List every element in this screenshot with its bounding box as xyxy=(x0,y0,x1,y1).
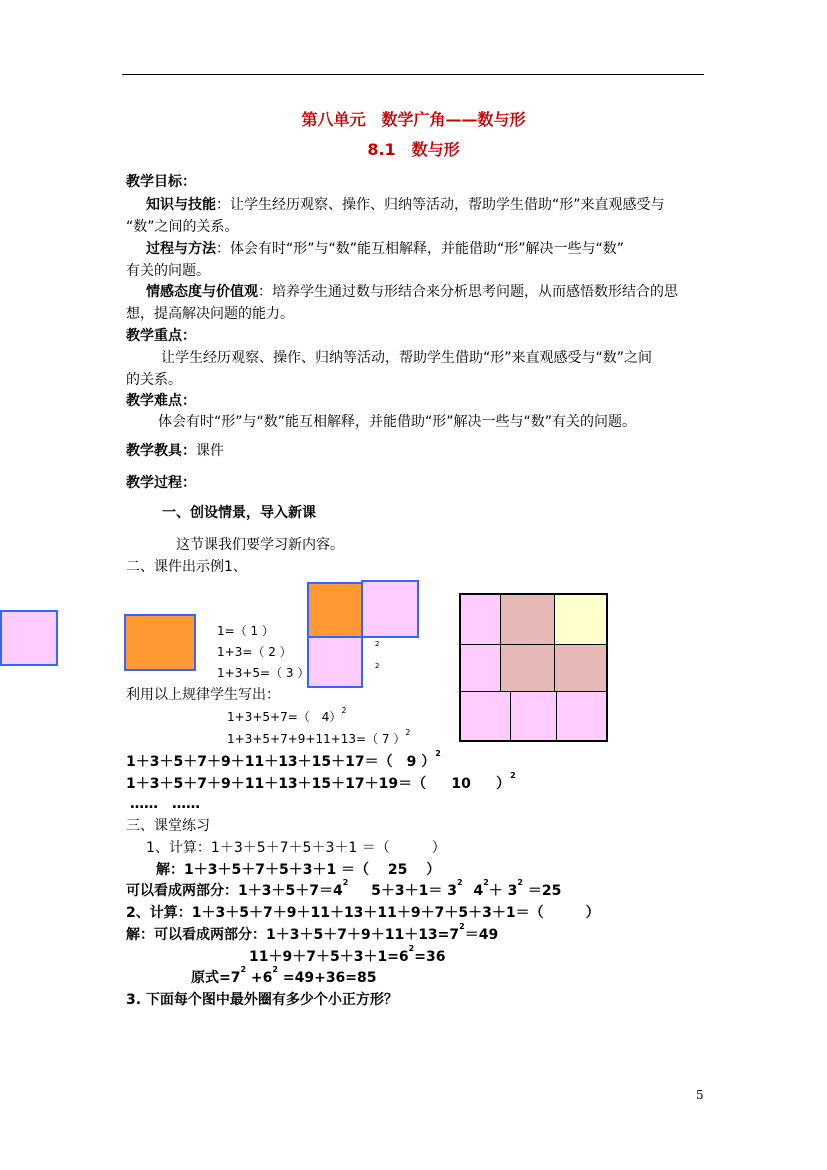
equation-7-sup: 2 xyxy=(510,771,516,780)
orange-square-1x1 xyxy=(124,614,196,671)
question-1: 1、计算：1＋3＋5＋7＋5＋3＋1 ＝（ ） xyxy=(146,840,446,856)
emotion-label: 情感态度与价值观 xyxy=(146,284,258,300)
page-title: 第八单元 数学广角——数与形 xyxy=(301,110,526,129)
equation-6-sup: 2 xyxy=(435,749,441,758)
section-1-heading: 一、创设情景，导入新课 xyxy=(162,505,316,521)
knowledge-text-1: ：让学生经历观察、操作、归纳等活动，帮助学生借助“形”来直观感受与 xyxy=(216,197,665,213)
answer-2-c-end: =49+36=85 xyxy=(278,970,377,986)
answer-2-c-label: 原式=7 xyxy=(191,970,241,986)
tools-line xyxy=(126,440,224,460)
grid3-frame xyxy=(459,593,608,742)
equation-4 xyxy=(227,708,347,725)
answer-2-a-sup: 2 xyxy=(459,922,465,931)
goals-heading: 教学目标： xyxy=(126,174,196,190)
split-b: 5＋3＋1＝ 3 xyxy=(371,883,458,899)
grid3-cell-pink xyxy=(461,595,501,645)
grid2-pink-square-top xyxy=(361,580,419,638)
key-points-heading: 教学重点： xyxy=(126,328,196,344)
split-d: ＋ 3 xyxy=(488,883,518,899)
equation-5-sup: 2 xyxy=(405,728,411,737)
equation-7 xyxy=(126,773,516,793)
side-pink-square xyxy=(0,610,58,666)
equation-7-b: 10 xyxy=(451,776,471,792)
answer-2-a: 1＋3＋5＋7＋9＋11＋13=7 xyxy=(266,927,460,943)
grid3-cell-yellow xyxy=(555,595,606,645)
tools-heading: 教学教具： xyxy=(126,443,196,459)
answer-2-a2: ＝49 xyxy=(464,927,499,943)
grid3-cell-rose xyxy=(501,595,555,645)
key-points-text-1: 让学生经历观察、操作、归纳等活动，帮助学生借助“形”来直观感受与“数”之间 xyxy=(161,350,653,366)
split-line xyxy=(126,880,561,900)
superscript-2: 2 xyxy=(375,662,380,670)
question-2-label: 2、计算： xyxy=(126,905,192,921)
difficulties-text: 体会有时“形”与“数”能互相解释，并能借助“形”解决一些与“数”有关的问题。 xyxy=(158,414,637,430)
answer-1-label: 解： xyxy=(156,862,184,878)
grid3-cell-rose xyxy=(501,645,555,692)
split-a-sup: 2 xyxy=(342,878,349,887)
section-1-text: 这节课我们要学习新内容。 xyxy=(176,537,344,553)
process-label: 过程与方法 xyxy=(146,241,216,257)
answer-2-c-sup-1: 2 xyxy=(240,965,247,974)
answer-2-label: 解：可以看成两部分： xyxy=(126,927,266,943)
question-3: 3. 下面每个图中最外圈有多少个小正方形？ xyxy=(126,992,398,1008)
equation-7-a: 1＋3＋5＋7＋9＋11＋13＋15＋17＋19＝（ xyxy=(126,776,427,792)
grid3-cell-rose xyxy=(555,645,606,692)
equation-6-text: 1＋3＋5＋7＋9＋11＋13＋15＋17＝（ 9 ） xyxy=(126,754,436,770)
ellipsis: …… …… xyxy=(130,796,200,812)
question-2-text: 1＋3＋5＋7＋9＋11＋13＋11＋9＋7＋5＋3＋1＝（ ） xyxy=(191,905,600,921)
process-text-1: ：体会有时“形”与“数”能互相解释，并能借助“形”解决一些与“数” xyxy=(216,241,625,257)
equation-2: 1+3=（ 2 ） xyxy=(217,645,292,659)
grid3-cell-pink xyxy=(557,692,606,740)
process-heading: 教学过程： xyxy=(126,475,196,491)
emotion-text-1: ：培养学生通过数与形结合来分析思考问题，从而感悟数形结合的思 xyxy=(258,284,678,300)
answer-2-b2: =36 xyxy=(414,949,446,965)
grid3-cell-pink xyxy=(461,645,501,692)
grid3-cell-pink xyxy=(511,692,557,740)
equation-3: 1+3+5=（ 3 ） xyxy=(217,666,310,680)
rule-text: 利用以上规律学生写出： xyxy=(126,687,280,703)
equation-4-text: 1+3+5+7=（ 4） xyxy=(227,710,342,724)
answer-2-b: 11＋9＋7＋5＋3＋1=6 xyxy=(249,949,409,965)
split-label: 可以看成两部分： xyxy=(126,883,238,899)
knowledge-label: 知识与技能 xyxy=(146,197,216,213)
answer-2-c-sup-2: 2 xyxy=(272,965,278,974)
knowledge-line-2: “数”之间的关系。 xyxy=(126,219,239,235)
equation-7-c: ） xyxy=(496,776,511,792)
grid2-orange-square xyxy=(307,582,363,638)
answer-2-line-1 xyxy=(126,924,498,944)
split-b-sup: 2 xyxy=(457,878,463,887)
emotion-line-1 xyxy=(146,281,678,301)
question-2 xyxy=(126,902,600,922)
equation-5-text: 1+3+5+7+9+11+13=（ 7 ） xyxy=(227,732,406,746)
knowledge-line-1 xyxy=(146,194,665,214)
process-line-1 xyxy=(146,238,624,258)
split-e: ＝25 xyxy=(523,883,562,899)
answer-2-b-sup: 2 xyxy=(408,944,415,953)
equation-1: 1=（ 1 ） xyxy=(217,624,274,638)
answer-2-c-mid: +6 xyxy=(246,970,273,986)
grid3-cell-pink xyxy=(461,692,511,740)
header-rule xyxy=(122,74,704,75)
equation-6 xyxy=(126,751,441,771)
key-points-text-2: 的关系。 xyxy=(126,372,182,388)
page-number: 5 xyxy=(696,1088,704,1102)
split-c: 4 xyxy=(473,883,484,899)
split-a: 1＋3＋5＋7＝4 xyxy=(238,883,343,899)
answer-1-text: 1＋3＋5＋7＋5＋3＋1 ＝（ 25 ） xyxy=(184,862,441,878)
superscript-2: 2 xyxy=(375,640,380,648)
split-c-sup: 2 xyxy=(483,878,489,887)
grid2-pink-square-bottom xyxy=(307,636,363,688)
split-d-sup: 2 xyxy=(517,878,523,887)
difficulties-heading: 教学难点： xyxy=(126,393,196,409)
section-2-heading: 二、课件出示例1、 xyxy=(126,559,247,575)
equation-5 xyxy=(227,730,410,747)
process-line-2: 有关的问题。 xyxy=(126,263,210,279)
section-3-heading: 三、课堂练习 xyxy=(126,818,210,834)
equation-4-sup: 2 xyxy=(341,706,347,715)
emotion-line-2: 想，提高解决问题的能力。 xyxy=(126,306,294,322)
answer-2-line-2 xyxy=(249,946,445,966)
tools-text: 课件 xyxy=(196,443,224,459)
answer-2-line-3 xyxy=(191,967,377,987)
page-subtitle: 8.1 数与形 xyxy=(367,140,460,159)
answer-1 xyxy=(156,859,440,879)
